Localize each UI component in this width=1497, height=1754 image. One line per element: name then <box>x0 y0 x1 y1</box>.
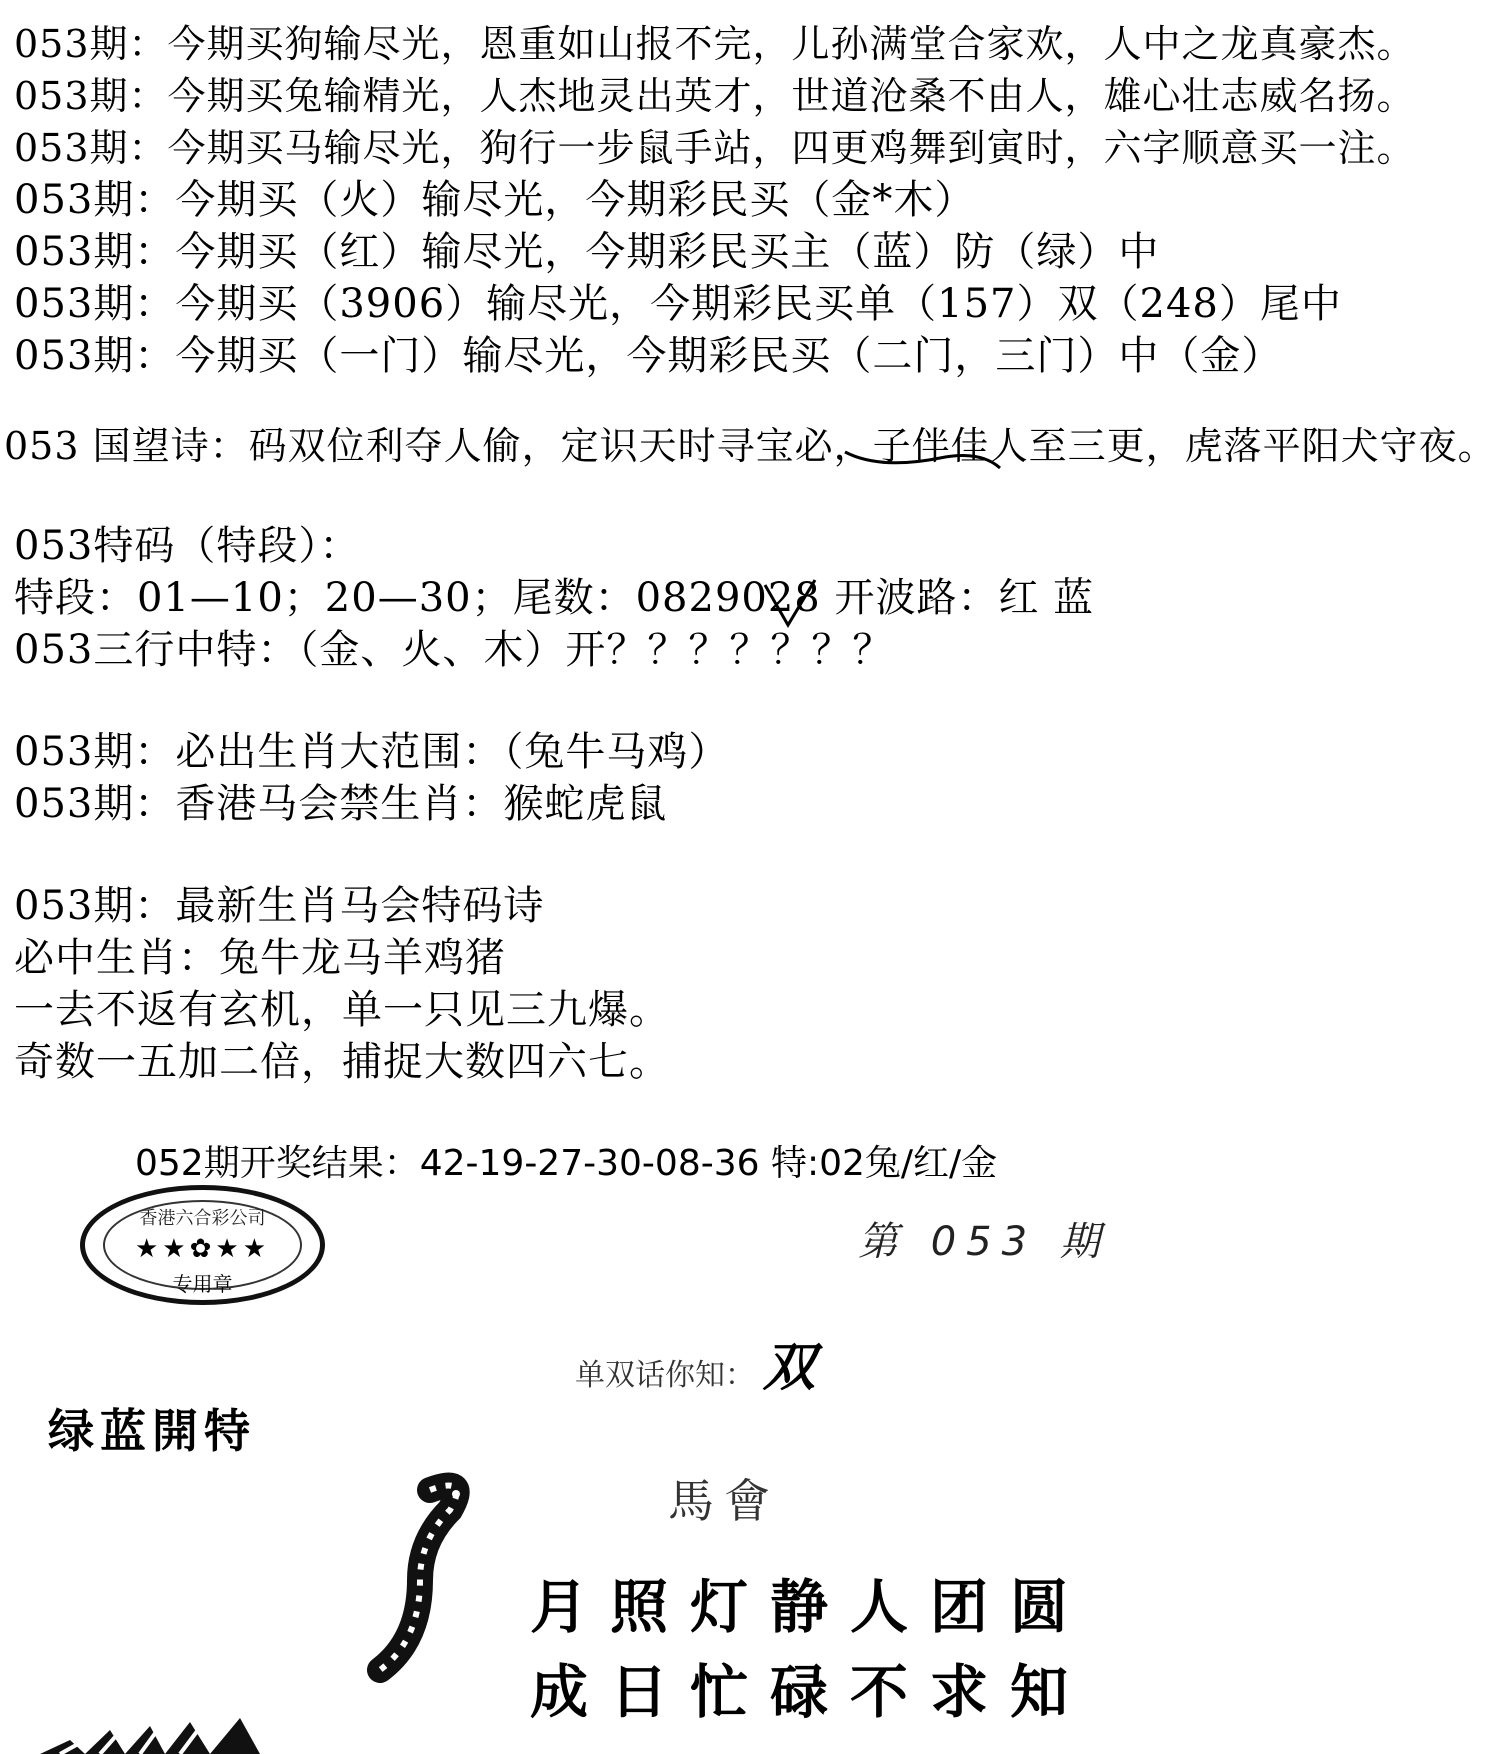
poem-line: 一去不返有玄机，单一只见三九爆。 <box>14 987 670 1033</box>
tiger-illustration <box>40 1700 260 1754</box>
horse-poem-line: 月照灯静人团圆 <box>530 1573 1091 1641</box>
snake-illustration <box>360 1470 480 1690</box>
buy-line: 053期：今期买（火）输尽光，今期彩民买（金*木） <box>14 177 976 223</box>
issue-mark: 第 053 期 <box>858 1219 1110 1265</box>
zodiac-forbidden: 053期：香港马会禁生肖：猴蛇虎鼠 <box>14 781 668 827</box>
horse-poem-title: 馬會 <box>668 1474 780 1528</box>
green-blue-title: 绿蓝開特 <box>48 1404 256 1458</box>
five-elements: 053三行中特：（金、火、木）开？？？？？？？ <box>14 627 894 673</box>
horse-poem-line: 成日忙碌不求知 <box>530 1658 1091 1726</box>
stamp-stars: ★★✿★★ <box>134 1234 271 1264</box>
poem-heading: 053期：最新生肖马会特码诗 <box>14 883 545 929</box>
stamp-label: 专用章 <box>172 1272 233 1296</box>
stamp-arc-text: 香港六合彩公司 <box>139 1208 266 1229</box>
special-code-heading: 053特码（特段）： <box>14 523 361 569</box>
national-poem: 053 国望诗：码双位利夺人偷，定识天时寻宝必，子伴佳人至三更，虎落平阳犬守夜。 <box>4 424 1497 468</box>
buy-line: 053期：今期买（一门）输尽光，今期彩民买（二门，三门）中（金） <box>14 333 1283 379</box>
odd-even <box>575 1325 815 1400</box>
poem-zodiac: 必中生肖：兔牛龙马羊鸡猪 <box>14 935 506 981</box>
buy-line: 053期：今期买兔输精光，人杰地灵出英才，世道沧桑不由人，雄心壮志威名扬。 <box>14 74 1416 118</box>
poem-line: 奇数一五加二倍，捕捉大数四六七。 <box>14 1039 670 1085</box>
draw-results: 052期开奖结果：42-19-27-30-08-36 特:02兔/红/金 <box>135 1143 998 1184</box>
buy-line: 053期：今期买马输尽光，狗行一步鼠手站，四更鸡舞到寅时，六字顺意买一注。 <box>14 126 1416 170</box>
underline-scribble <box>0 440 1240 480</box>
special-code-range: 特段：01—10；20—30；尾数：0829028 开波路：红 蓝 <box>14 575 1095 621</box>
buy-line: 053期：今期买狗输尽光，恩重如山报不完，儿孙满堂合家欢，人中之龙真豪杰。 <box>14 22 1416 66</box>
company-stamp <box>80 1185 325 1305</box>
zodiac-range: 053期：必出生肖大范围：（兔牛马鸡） <box>14 729 730 775</box>
buy-line: 053期：今期买（红）输尽光，今期彩民买主（蓝）防（绿）中 <box>14 229 1160 275</box>
buy-line: 053期：今期买（3906）输尽光，今期彩民买单（157）双（248）尾中 <box>14 281 1342 327</box>
odd-even-label: 单双话你知： <box>575 1358 755 1393</box>
odd-even-answer: 双 <box>763 1338 816 1398</box>
